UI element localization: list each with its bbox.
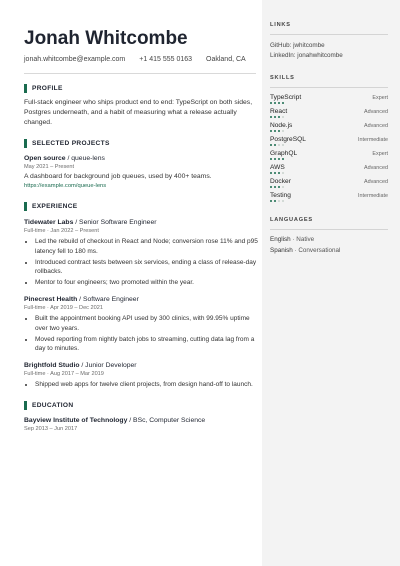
job-title	[24, 296, 262, 303]
skill-name: Testing	[270, 192, 291, 199]
job-bullets	[24, 314, 263, 354]
skill-name: PostgreSQL	[270, 136, 306, 143]
skill-rating-dots	[270, 158, 388, 161]
divider	[270, 34, 388, 35]
skill-row	[270, 108, 388, 115]
language-name: Spanish	[270, 247, 293, 254]
skill-level: Intermediate	[358, 193, 388, 199]
rating-dot	[270, 116, 272, 118]
rating-dot	[274, 186, 276, 188]
separator: /	[77, 295, 83, 303]
rating-dot	[282, 158, 284, 160]
language-name: English	[270, 236, 291, 243]
skill-row	[270, 94, 388, 101]
skill-rating-dots	[270, 144, 388, 147]
skill-rating-dots	[270, 102, 388, 105]
rating-dot	[270, 186, 272, 188]
skill-level: Intermediate	[358, 137, 388, 143]
skill-name: AWS	[270, 164, 285, 171]
rating-dot	[270, 158, 272, 160]
skill-item	[270, 150, 388, 161]
rating-dot	[278, 102, 280, 104]
section-title: SELECTED PROJECTS	[32, 140, 110, 147]
skill-level: Advanced	[364, 109, 388, 115]
company-name: Brightfold Studio	[24, 361, 80, 369]
rating-dot	[282, 144, 284, 146]
languages-heading: LANGUAGES	[270, 217, 313, 223]
rating-dot	[278, 130, 280, 132]
job-role: Junior Developer	[85, 361, 137, 369]
skill-item	[270, 136, 388, 147]
project-subtitle: queue-lens	[71, 155, 105, 162]
skill-row	[270, 164, 388, 171]
education-dates: Sep 2013 – Jun 2017	[24, 426, 78, 433]
divider	[270, 229, 388, 230]
job-entry	[24, 219, 262, 288]
rating-dot	[270, 144, 272, 146]
company-name: Pinecrest Health	[24, 295, 78, 303]
rating-dot	[278, 116, 280, 118]
job-bullets	[24, 380, 263, 390]
job-title	[24, 362, 262, 369]
rating-dot	[278, 172, 280, 174]
skills-list	[270, 94, 388, 203]
project-title	[24, 155, 262, 162]
language-item	[270, 236, 388, 243]
skill-name: Docker	[270, 178, 291, 185]
education-section-header	[24, 401, 262, 410]
job-role: Senior Software Engineer	[79, 219, 157, 226]
section-accent-bar	[24, 401, 27, 410]
links-heading: LINKS	[270, 22, 291, 28]
degree: BSc, Computer Science	[133, 417, 206, 425]
skill-level: Advanced	[364, 165, 388, 171]
job-entry	[24, 296, 262, 354]
skill-row	[270, 136, 388, 143]
skill-name: GraphQL	[270, 150, 298, 157]
section-title: EXPERIENCE	[32, 203, 78, 210]
profile-text: Full-stack engineer who ships product end to end: TypeScript on both sides, Postgres underneath, and a habit of measuring what a release actually changed.	[24, 99, 253, 126]
rating-dot	[282, 116, 284, 118]
project-link[interactable]: https://example.com/queue-lens	[24, 183, 107, 189]
divider	[270, 87, 388, 88]
separator: /	[127, 417, 134, 425]
contact-line	[24, 56, 256, 74]
skill-level: Advanced	[364, 179, 388, 185]
skill-item	[270, 164, 388, 175]
skill-name: TypeScript	[270, 94, 302, 101]
skill-rating-dots	[270, 116, 388, 119]
skill-name: React	[270, 108, 288, 115]
skill-rating-dots	[270, 172, 388, 175]
skill-item	[270, 192, 388, 203]
separator: ·	[290, 236, 297, 243]
skill-name: Node.js	[270, 122, 293, 129]
rating-dot	[270, 200, 272, 202]
job-meta: Full-time · Jan 2022 – Present	[24, 228, 99, 234]
rating-dot	[282, 130, 284, 132]
rating-dot	[274, 102, 276, 104]
job-title	[24, 219, 262, 226]
skill-item	[270, 94, 388, 105]
bullet-item: • Led the rebuild of checkout in React and Node; conversion rose 11% and p95 latency fell to 180 ms.	[35, 237, 263, 256]
language-level: Native	[296, 236, 315, 243]
skill-item	[270, 108, 388, 119]
bullet-item: • Built the appointment booking API used by 300 clinics, with 99.95% uptime over two years.	[35, 314, 263, 333]
rating-dot	[270, 102, 272, 104]
separator: ·	[292, 247, 299, 254]
project-name: Open source	[24, 155, 66, 162]
rating-dot	[270, 130, 272, 132]
project-description: A dashboard for background job queues, used by 400+ teams.	[24, 173, 212, 180]
rating-dot	[270, 172, 272, 174]
job-meta: Full-time · Aug 2017 – Mar 2019	[24, 370, 104, 377]
rating-dot	[274, 158, 276, 160]
school-name: Bayview Institute of Technology	[24, 417, 128, 425]
skill-row	[270, 192, 388, 199]
github-link[interactable]: GitHub: jwhitcombe	[270, 42, 325, 49]
rating-dot	[274, 172, 276, 174]
skill-level: Expert	[372, 151, 388, 157]
rating-dot	[282, 186, 284, 188]
skill-level: Advanced	[364, 123, 388, 129]
profile-section-header	[24, 84, 262, 93]
job-role: Software Engineer	[82, 295, 139, 303]
project-dates: May 2021 – Present	[24, 164, 75, 170]
separator: /	[65, 155, 72, 162]
experience-section-header	[24, 202, 262, 211]
job-bullets	[24, 237, 263, 288]
skill-item	[270, 178, 388, 189]
rating-dot	[278, 144, 280, 146]
candidate-name: Jonah Whitcombe	[24, 28, 188, 49]
bullet-item: • Shipped web apps for twelve client projects, from design hand-off to launch.	[35, 380, 263, 390]
skill-row	[270, 150, 388, 157]
skill-rating-dots	[270, 130, 388, 133]
bullet-item: • Mentor to four engineers; two promoted within the year.	[35, 278, 263, 288]
section-accent-bar	[24, 202, 27, 211]
rating-dot	[278, 186, 280, 188]
rating-dot	[278, 158, 280, 160]
skill-rating-dots	[270, 200, 388, 203]
separator: /	[79, 361, 86, 369]
language-item	[270, 247, 388, 254]
job-entry	[24, 362, 262, 390]
location: Oakland, CA	[206, 56, 246, 63]
skill-item	[270, 122, 388, 133]
email: jonah.whitcombe@example.com	[24, 56, 126, 63]
linkedin-link[interactable]: LinkedIn: jonahwhitcombe	[270, 52, 343, 59]
skills-heading: SKILLS	[270, 75, 295, 81]
skill-row	[270, 122, 388, 129]
rating-dot	[278, 200, 280, 202]
education-title	[24, 417, 262, 424]
rating-dot	[274, 200, 276, 202]
projects-section-header	[24, 139, 262, 148]
job-meta: Full-time · Apr 2019 – Dec 2021	[24, 304, 103, 311]
company-name: Tidewater Labs	[24, 219, 74, 226]
skill-row	[270, 178, 388, 185]
section-title: EDUCATION	[32, 402, 74, 410]
skill-rating-dots	[270, 186, 388, 189]
skill-level: Expert	[372, 95, 388, 101]
sidebar	[262, 0, 400, 566]
rating-dot	[282, 172, 284, 174]
section-title: PROFILE	[32, 85, 63, 92]
section-accent-bar	[24, 139, 27, 148]
separator: /	[73, 219, 80, 226]
rating-dot	[282, 102, 284, 104]
bullet-item: • Introduced contract tests between six services, ending a class of release-day rollbacks.	[35, 258, 263, 277]
phone: +1 415 555 0163	[139, 56, 193, 63]
section-accent-bar	[24, 84, 27, 93]
language-level: Conversational	[298, 247, 341, 254]
rating-dot	[274, 116, 276, 118]
rating-dot	[282, 200, 284, 202]
rating-dot	[274, 144, 276, 146]
rating-dot	[274, 130, 276, 132]
bullet-item: • Moved reporting from nightly batch jobs to streaming, cutting data lag from a day to minutes.	[35, 335, 263, 354]
